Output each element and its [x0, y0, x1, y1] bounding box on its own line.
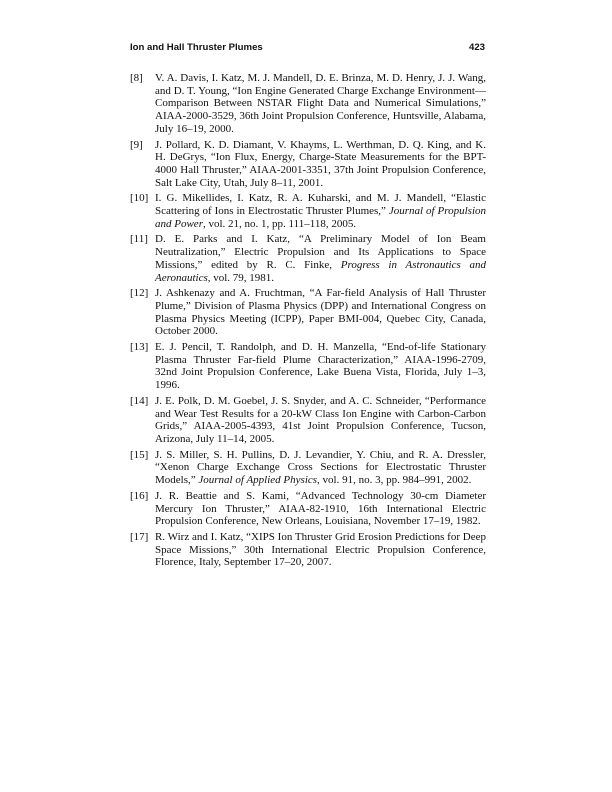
- reference-segment: D. E. Parks and I. Katz, “A Preliminary Model of Ion Beam Neutralization,” Electric Propulsion and Its Applications to Space Missions,” edited by R. C. Finke,: [155, 233, 486, 271]
- reference-segment: J. Pollard, K. D. Diamant, V. Khayms, L. Werthman, D. Q. King, and K. H. DeGrys, “Ion Flux, Energy, Charge-State Measurements for the BPT-4000 Hall Thruster,” AIAA-2001-3351, 37th Joint Propulsion Conference, Salt Lake City, Utah, July 8–11, 2001.: [155, 138, 486, 189]
- reference-segment: , vol. 91, no. 3, pp. 984–991, 2002.: [317, 474, 472, 487]
- reference-text: [155, 192, 486, 230]
- reference-text: [155, 287, 486, 338]
- reference-venue-italic: Journal of Propulsion and Power: [155, 205, 487, 230]
- reference-number: [9]: [130, 138, 143, 151]
- reference-number: [15]: [130, 448, 149, 461]
- reference-number: [13]: [130, 341, 149, 354]
- reference-segment: J. R. Beattie and S. Kami, “Advanced Technology 30-cm Diameter Mercury Ion Thruster,” AIAA-82-1910, 16th International Electric Propulsion Conference, New Orleans, Louisiana, November 17–19, 1982.: [155, 489, 486, 528]
- reference-number: [16]: [130, 489, 149, 502]
- reference-text: [155, 449, 486, 487]
- reference-list: [130, 72, 486, 572]
- running-header: [130, 42, 485, 56]
- reference-number: [11]: [130, 233, 148, 246]
- reference-item: [130, 531, 486, 569]
- reference-text: [155, 72, 486, 136]
- reference-item: [130, 341, 486, 392]
- reference-segment: V. A. Davis, I. Katz, M. J. Mandell, D. E. Brinza, M. D. Henry, J. J. Wang, and D. T. Young, “Ion Engine Generated Charge Exchange Environment—Comparison Between NSTAR Flight Data and Numerical Simulations,” AIAA-2000-3529, 36th Joint Propulsion Conference, Huntsville, Alabama, July 16–19, 2000.: [155, 72, 486, 135]
- page-number: 423: [468, 42, 485, 53]
- reference-venue-italic: Progress in Astronautics and Aeronautics: [155, 258, 486, 284]
- reference-segment: J. E. Polk, D. M. Goebel, J. S. Snyder, and A. C. Schneider, “Performance and Wear Test Results for a 20-kW Class Ion Engine with Carbon-Carbon Grids,” AIAA-2005-4393, 41st Joint Propulsion Conference, Tucson, Arizona, July 11–14, 2005.: [155, 394, 486, 445]
- reference-item: [130, 192, 486, 230]
- reference-segment: I. G. Mikellides, I. Katz, R. A. Kuharski, and M. J. Mandell, “Elastic Scattering of Ions in Electrostatic Thruster Plumes,”: [155, 192, 486, 218]
- reference-item: [130, 233, 486, 284]
- reference-item: [130, 139, 486, 190]
- reference-venue-italic: Journal of Applied Physics: [198, 474, 318, 487]
- reference-text: [155, 233, 486, 284]
- reference-segment: J. S. Miller, S. H. Pullins, D. J. Levandier, Y. Chiu, and R. A. Dressler, “Xenon Charge Exchange Cross Sections for Electrostatic Thruster Models,”: [155, 448, 486, 487]
- reference-number: [10]: [130, 192, 149, 205]
- reference-text: [155, 341, 486, 392]
- reference-segment: E. J. Pencil, T. Randolph, and D. H. Manzella, “End-of-life Stationary Plasma Thruster Far-field Plume Characterization,” AIAA-1996-2709, 32nd Joint Propulsion Conference, Lake Buena Vista, Florida, July 1–3, 1996.: [155, 341, 486, 392]
- reference-text: [155, 490, 486, 528]
- reference-text: [155, 395, 486, 446]
- running-title: Ion and Hall Thruster Plumes: [130, 42, 263, 53]
- reference-number: [12]: [130, 287, 149, 300]
- reference-segment: J. Ashkenazy and A. Fruchtman, “A Far-field Analysis of Hall Thruster Plume,” Division of Plasma Physics (DPP) and International Congress on Plasma Physics Meeting (ICPP), Paper BMI-004, Quebec City, Canada, October 2000.: [155, 287, 486, 338]
- reference-number: [17]: [130, 530, 149, 543]
- reference-item: [130, 449, 486, 487]
- reference-item: [130, 490, 486, 528]
- reference-item: [130, 72, 486, 136]
- reference-segment: , vol. 21, no. 1, pp. 111–118, 2005.: [202, 217, 357, 230]
- reference-item: [130, 395, 486, 446]
- reference-number: [14]: [130, 394, 149, 407]
- reference-segment: R. Wirz and I. Katz, “XIPS Ion Thruster Grid Erosion Predictions for Deep Space Missions,” 30th International Electric Propulsion Conference, Florence, Italy, September 17–20, 2007.: [155, 530, 486, 569]
- reference-number: [8]: [130, 72, 143, 84]
- reference-text: [155, 531, 486, 569]
- reference-item: [130, 287, 486, 338]
- reference-segment: , vol. 79, 1981.: [207, 271, 275, 284]
- reference-text: [155, 139, 486, 190]
